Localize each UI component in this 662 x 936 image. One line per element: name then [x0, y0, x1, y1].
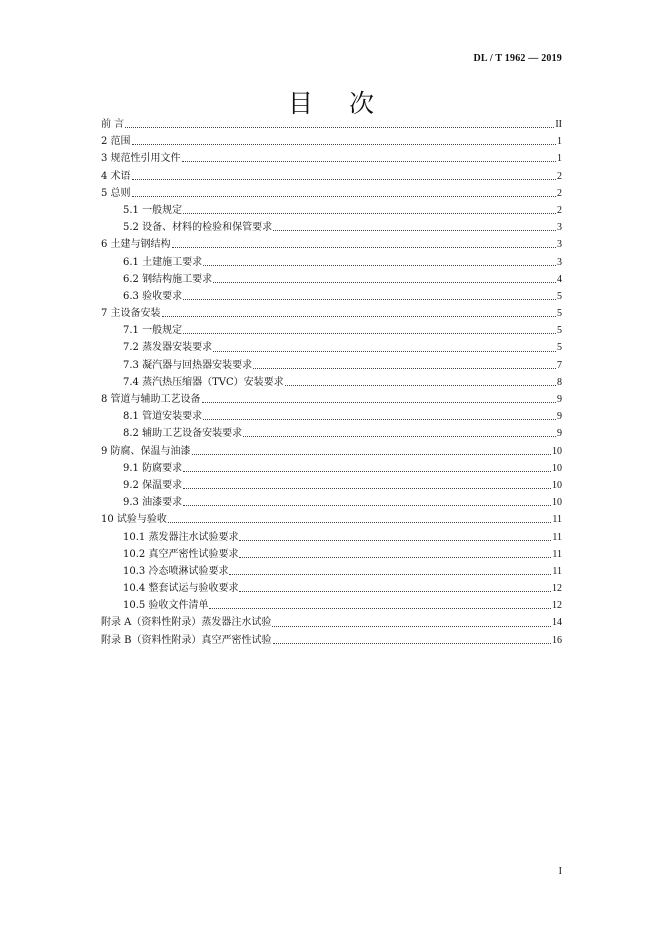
toc-entry-page: 3 — [557, 256, 562, 268]
toc-entry[interactable] — [101, 511, 562, 528]
toc-entry-page: 11 — [552, 531, 562, 543]
dot-leader — [285, 385, 556, 386]
toc-entry-page: 12 — [552, 583, 562, 595]
toc-entry-label: 7 主设备安装 — [101, 308, 161, 320]
dot-leader — [253, 368, 556, 369]
toc-entry[interactable] — [101, 408, 562, 425]
toc-entry-label: 9 防腐、保温与油漆 — [101, 445, 191, 457]
toc-entry-label: 5.1 一般规定 — [123, 204, 183, 216]
dot-leader — [239, 540, 551, 541]
dot-leader — [183, 213, 556, 214]
toc-entry-page: 11 — [552, 565, 562, 577]
toc-entry[interactable] — [101, 460, 562, 477]
toc-entry-label: 8.1 管道安装要求 — [123, 411, 203, 423]
toc-entry-label: 10.2 真空严密性试验要求 — [123, 548, 239, 560]
toc-entry-label: 7.3 凝汽器与回热器安装要求 — [123, 359, 253, 371]
toc-entry-page: 2 — [557, 187, 562, 199]
toc-entry[interactable] — [101, 202, 562, 219]
toc-entry[interactable] — [101, 494, 562, 511]
dot-leader — [203, 265, 556, 266]
toc-entry-page: 16 — [552, 634, 562, 646]
toc-entry-page: 12 — [552, 600, 562, 612]
toc-entry-label: 10.5 验收文件清单 — [123, 600, 209, 612]
toc-entry[interactable] — [101, 529, 562, 546]
dot-leader — [183, 333, 556, 334]
document-code: DL / T 1962 — 2019 — [473, 53, 562, 64]
dot-leader — [183, 299, 556, 300]
toc-entry-page: 3 — [557, 222, 562, 234]
toc-entry-label: 3 规范性引用文件 — [101, 153, 181, 165]
toc-entry[interactable] — [101, 236, 562, 253]
toc-entry-page: 5 — [557, 325, 562, 337]
toc-entry[interactable] — [101, 374, 562, 391]
toc-entry[interactable] — [101, 546, 562, 563]
toc-entry-label: 6 土建与钢结构 — [101, 239, 171, 251]
toc-entry-page: 8 — [557, 376, 562, 388]
toc-entry-label: 10 试验与验收 — [101, 514, 167, 526]
toc-entry-label: 10.3 冷态喷淋试验要求 — [123, 565, 229, 577]
page-number: I — [558, 866, 562, 877]
dot-leader — [273, 643, 551, 644]
toc-entry-label: 5.2 设备、材料的检验和保管要求 — [123, 222, 273, 234]
toc-entry[interactable] — [101, 632, 562, 649]
toc-entry-label: 8 管道与辅助工艺设备 — [101, 394, 201, 405]
toc-entry-page: 3 — [557, 239, 562, 251]
toc-entry[interactable] — [101, 288, 562, 305]
dot-leader — [172, 247, 556, 248]
toc-entry[interactable] — [101, 219, 562, 236]
dot-leader — [183, 488, 551, 489]
toc-entry-label: 7.1 一般规定 — [123, 325, 183, 337]
toc-entry-label: 10.4 整套试运与验收要求 — [123, 583, 239, 595]
toc-entry[interactable] — [101, 614, 562, 631]
toc-entry[interactable] — [101, 133, 562, 150]
toc-entry-page: 10 — [552, 445, 562, 457]
dot-leader — [272, 626, 551, 627]
dot-leader — [132, 179, 556, 180]
toc-entry[interactable] — [101, 443, 562, 460]
toc-entry-label: 2 范围 — [101, 136, 131, 148]
toc-entry-page: 7 — [557, 359, 562, 371]
toc-entry-page: 2 — [557, 170, 562, 182]
toc-entry[interactable] — [101, 597, 562, 614]
toc-entry-label: 5 总则 — [101, 187, 131, 199]
toc-entry-page: 2 — [557, 204, 562, 216]
toc-entry-page: 9 — [557, 411, 562, 423]
toc-entry-label: 7.2 蒸发器安装要求 — [123, 342, 213, 354]
toc-entry-label: 附录 A（资料性附录）蒸发器注水试验 — [101, 617, 272, 629]
toc-entry-page: II — [555, 119, 562, 130]
toc-entry-label: 9.1 防腐要求 — [123, 462, 183, 474]
table-of-contents — [101, 116, 562, 649]
dot-leader — [209, 608, 551, 609]
toc-entry[interactable] — [101, 185, 562, 202]
toc-entry-page: 5 — [557, 342, 562, 354]
toc-entry-page: 10 — [552, 497, 562, 509]
dot-leader — [239, 591, 551, 592]
toc-entry[interactable] — [101, 305, 562, 322]
toc-entry-label: 6.2 钢结构施工要求 — [123, 273, 213, 285]
toc-entry-page: 4 — [557, 273, 562, 285]
toc-entry-page: 5 — [557, 308, 562, 320]
toc-entry[interactable] — [101, 116, 562, 133]
dot-leader — [132, 144, 556, 145]
dot-leader — [243, 436, 556, 437]
toc-entry[interactable] — [101, 563, 562, 580]
page-title: 目 次 — [288, 89, 388, 118]
toc-entry-label: 前 言 — [101, 119, 125, 130]
toc-entry[interactable] — [101, 254, 562, 271]
toc-entry-label: 9.3 油漆要求 — [123, 497, 183, 509]
toc-entry-label: 7.4 蒸汽热压缩器（TVC）安装要求 — [123, 376, 284, 388]
dot-leader — [168, 522, 551, 523]
toc-entry-page: 1 — [557, 153, 562, 165]
toc-entry[interactable] — [101, 150, 562, 167]
toc-entry-label: 附录 B（资料性附录）真空严密性试验 — [101, 634, 272, 646]
dot-leader — [202, 402, 556, 403]
toc-entry-label: 8.2 辅助工艺设备安装要求 — [123, 428, 243, 440]
dot-leader — [162, 316, 556, 317]
dot-leader — [192, 454, 551, 455]
dot-leader — [125, 127, 554, 128]
toc-entry[interactable] — [101, 357, 562, 374]
toc-entry-page: 9 — [557, 428, 562, 440]
toc-entry-page: 11 — [552, 548, 562, 560]
toc-entry-label: 9.2 保温要求 — [123, 479, 183, 491]
toc-entry[interactable] — [101, 322, 562, 339]
dot-leader — [213, 351, 556, 352]
toc-entry-label: 6.1 土建施工要求 — [123, 256, 203, 268]
toc-entry[interactable] — [101, 391, 562, 408]
toc-entry[interactable] — [101, 580, 562, 597]
toc-entry-page: 10 — [552, 479, 562, 491]
dot-leader — [213, 282, 556, 283]
dot-leader — [239, 557, 551, 558]
toc-entry-page: 5 — [557, 290, 562, 302]
toc-entry[interactable] — [101, 168, 562, 185]
toc-entry-page: 14 — [552, 617, 562, 629]
toc-entry-label: 4 术语 — [101, 170, 131, 182]
toc-entry-page: 10 — [552, 462, 562, 474]
dot-leader — [273, 230, 556, 231]
toc-entry-label: 6.3 验收要求 — [123, 290, 183, 302]
dot-leader — [229, 574, 551, 575]
toc-entry[interactable] — [101, 425, 562, 442]
toc-entry-label: 10.1 蒸发器注水试验要求 — [123, 531, 239, 543]
dot-leader — [203, 419, 556, 420]
toc-entry-page: 1 — [557, 136, 562, 148]
dot-leader — [182, 161, 556, 162]
toc-entry[interactable] — [101, 339, 562, 356]
toc-entry[interactable] — [101, 271, 562, 288]
toc-entry-page: 9 — [557, 394, 562, 405]
dot-leader — [183, 505, 551, 506]
dot-leader — [183, 471, 551, 472]
dot-leader — [132, 196, 556, 197]
toc-entry-page: 11 — [552, 514, 562, 526]
toc-entry[interactable] — [101, 477, 562, 494]
